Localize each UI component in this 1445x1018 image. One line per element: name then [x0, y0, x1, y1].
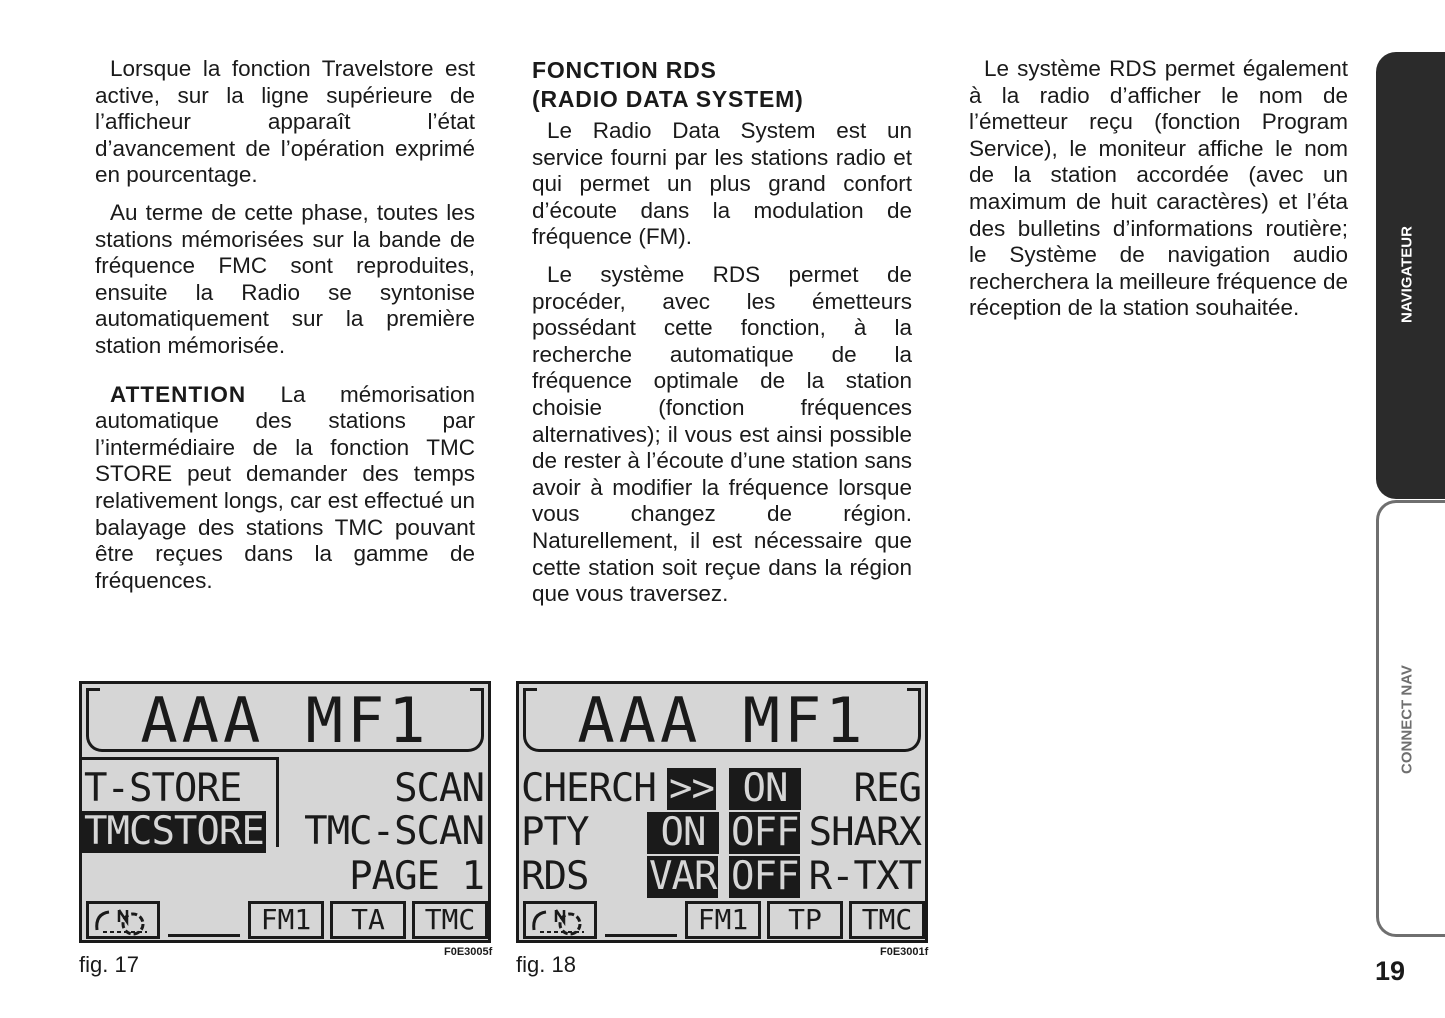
station-name: AAA MF1	[577, 684, 867, 757]
attention-label: ATTENTION	[110, 381, 247, 407]
lcd-on-2: ON	[647, 812, 719, 854]
figure-18-code: F0E3001f	[880, 946, 929, 958]
lcd-underline	[605, 934, 677, 937]
lcd-pty: PTY	[521, 810, 589, 855]
section-heading-rds	[532, 56, 912, 114]
lcd-off-2: OFF	[731, 854, 799, 899]
lcd-ta: TA	[330, 901, 406, 939]
lcd-tmc: TMC	[412, 901, 488, 939]
paragraph-travelstore: Lorsque la fonction Travelstore est active, sur la ligne supérieure de l’afficheur apparaît l’état d’avancement de l’opération exprimé en pourcentage.	[95, 56, 475, 188]
paragraph-end-phase: Au terme de cette phase, toutes les stations mémorisées sur la bande de fréquence FMC sont reproduites, ensuite la Radio se syntonise automatiquement sur la première station mémorisée.	[95, 199, 475, 358]
lcd-off-1: OFF	[731, 810, 799, 855]
lcd-reg: REG	[853, 766, 921, 811]
lcd-r-txt: R-TXT	[808, 854, 921, 899]
rds-icon	[86, 901, 160, 939]
paragraph-rds-af: Le système RDS permet de procéder, avec les émetteurs possédant cette fonction, à la recherche automatique de la fréquence optimale de la station choisie (fonction fréquences alternatives); il vous est ainsi possible de rester à l’écoute d’une station sans avoir à modifier la fréquence lorsque vous changez de région. Naturellement, il est nécessaire que cette station soit reçue dans la région que vous traversez.	[532, 261, 912, 607]
lcd-tstore: T-STORE	[84, 766, 242, 811]
station-name: AAA MF1	[140, 684, 430, 757]
tab-connect-nav-label: CONNECT NAV	[1398, 665, 1416, 774]
tab-navigateur-label: NAVIGATEUR	[1398, 226, 1416, 323]
lcd-page: PAGE 1	[349, 854, 484, 899]
lcd-var: VAR	[649, 854, 717, 899]
text-column-left	[95, 56, 475, 605]
heading-line-1: FONCTION RDS	[532, 57, 717, 83]
attention-text: La mémorisation automatique des stations par l’intermédiaire de la fonction TMC STORE peut demander des temps relativement longs, car est effectué un balayage des stations TMC pouvant être reçues dans la gamme de fréquences.	[95, 381, 475, 593]
page-number: 19	[1375, 956, 1406, 986]
lcd-underline	[168, 934, 240, 937]
lcd-tmc: TMC	[849, 901, 925, 939]
figure-17-display	[79, 681, 491, 943]
lcd-scan: SCAN	[394, 766, 484, 811]
lcd-rds: RDS	[521, 854, 589, 899]
lcd-tmcstore: TMCSTORE	[84, 809, 264, 854]
paragraph-attention	[95, 382, 475, 595]
lcd-band: FM1	[248, 901, 324, 939]
lcd-on-1: ON	[729, 768, 801, 810]
rds-icon	[523, 901, 597, 939]
station-name-box	[86, 684, 484, 757]
lcd-tmc-scan: TMC-SCAN	[304, 809, 484, 854]
figure-18-display	[516, 681, 928, 943]
lcd-sharx: SHARX	[808, 810, 921, 855]
paragraph-rds-intro: Le Radio Data System est un service fourni par les stations radio et qui permet un plus grand confort d’écoute dans la modulation de fréquence (FM).	[532, 118, 912, 250]
figure-18-caption: fig. 18	[516, 952, 576, 977]
text-column-right	[969, 56, 1348, 333]
paragraph-program-service: Le système RDS permet également à la radio d’afficher le nom de l’émetteur reçu (fonction Program Service), le moniteur affiche le nom de la station accordée (avec un maximum de huit caractères) et l’éta des bulletins d’informations routière; le Système de navigation audio recherchera la meilleure fréquence de réception de la station souhaitée.	[969, 56, 1348, 321]
lcd-band: FM1	[685, 901, 761, 939]
lcd-arrows: >>	[669, 766, 714, 811]
figure-17-caption: fig. 17	[79, 952, 139, 977]
text-column-middle	[532, 56, 912, 619]
figure-17-code: F0E3005f	[444, 946, 493, 958]
lcd-tp: TP	[767, 901, 843, 939]
station-name-box	[523, 684, 921, 757]
lcd-cherch: CHERCH	[521, 766, 656, 811]
heading-line-2: (RADIO DATA SYSTEM)	[532, 86, 804, 112]
